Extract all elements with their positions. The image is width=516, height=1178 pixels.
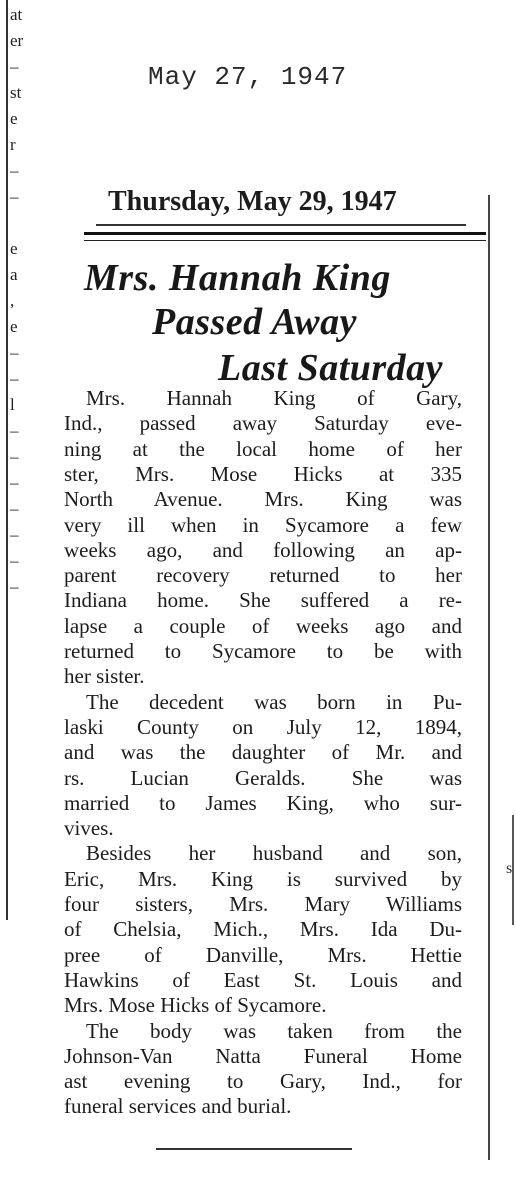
typed-date: May 27, 1947	[148, 62, 348, 92]
article-line: parent recovery returned to her	[64, 563, 462, 587]
fragment-line: –	[10, 161, 19, 180]
fragment-line: –	[10, 499, 19, 518]
article-line: Eric, Mrs. King is survived by	[64, 867, 462, 891]
fragment-line: –	[10, 421, 19, 440]
dateline-underline	[96, 224, 466, 226]
article-line: Mrs. Mose Hicks of Sycamore.	[64, 993, 327, 1017]
fragment-line: –	[10, 57, 19, 76]
fragment-line: e	[10, 239, 18, 258]
article-line: returned to Sycamore to be with	[64, 639, 462, 663]
article-line: ster, Mrs. Mose Hicks at 335	[64, 462, 462, 486]
article-line: married to James King, who sur-	[64, 791, 462, 815]
fragment-line: –	[10, 369, 19, 388]
article-line: Johnson-Van Natta Funeral Home	[64, 1044, 462, 1068]
article-line: lapse a couple of weeks ago and	[64, 614, 462, 638]
fragment-line: st	[10, 83, 22, 102]
article-line: and was the daughter of Mr. and	[64, 740, 462, 764]
fragment-line: a	[10, 265, 18, 284]
fragment-line: –	[10, 447, 19, 466]
article-line: pree of Danville, Mrs. Hettie	[64, 943, 462, 967]
article-line: very ill when in Sycamore a few	[64, 513, 462, 537]
article-line: her sister.	[64, 664, 145, 688]
end-rule	[156, 1148, 352, 1150]
article-line: Mrs. Hannah King of Gary,	[86, 386, 462, 410]
fragment-line	[10, 210, 26, 236]
headline-line-2: Passed Away	[152, 301, 357, 343]
article-line: weeks ago, and following an ap-	[64, 538, 462, 562]
far-right-rule	[512, 815, 514, 925]
article-line: laski County on July 12, 1894,	[64, 715, 462, 739]
fragment-line: ,	[10, 291, 15, 310]
article-line: of Chelsia, Mich., Mrs. Ida Du-	[64, 917, 462, 941]
fragment-line: e	[10, 109, 18, 128]
left-column-rule	[6, 0, 8, 920]
dateline: Thursday, May 29, 1947	[108, 186, 397, 217]
article-line: North Avenue. Mrs. King was	[64, 487, 462, 511]
right-column-rule	[488, 195, 490, 1160]
article-line: rs. Lucian Geralds. She was	[64, 766, 462, 790]
fragment-line: l	[10, 395, 15, 414]
headline-line-3: Last Saturday	[218, 347, 444, 389]
article-line: Ind., passed away Saturday eve-	[64, 411, 462, 435]
fragment-line: er	[10, 31, 24, 50]
article-line: ast evening to Gary, Ind., for	[64, 1069, 462, 1093]
right-column-fragment: s	[506, 860, 513, 877]
article-line: funeral services and burial.	[64, 1094, 292, 1118]
fragment-line: –	[10, 187, 19, 206]
article-line: Indiana home. She suffered a re-	[64, 588, 462, 612]
fragment-line: e	[10, 317, 18, 336]
article-line: four sisters, Mrs. Mary Williams	[64, 892, 462, 916]
masthead-rule-thick	[84, 232, 486, 235]
fragment-line: –	[10, 525, 19, 544]
article-line: The decedent was born in Pu-	[86, 690, 462, 714]
article-line: Besides her husband and son,	[86, 841, 462, 865]
article-line: vives.	[64, 816, 114, 840]
fragment-line: –	[10, 473, 19, 492]
article-line: The body was taken from the	[86, 1019, 462, 1043]
fragment-line: –	[10, 577, 19, 596]
article-line: ning at the local home of her	[64, 437, 462, 461]
fragment-line: at	[10, 5, 23, 24]
masthead-rule-thin	[84, 240, 486, 241]
article-line: Hawkins of East St. Louis and	[64, 968, 462, 992]
fragment-line: –	[10, 343, 19, 362]
fragment-line: –	[10, 551, 19, 570]
adjacent-column-fragments	[10, 2, 26, 600]
fragment-line: r	[10, 135, 16, 154]
headline-line-1: Mrs. Hannah King	[84, 257, 391, 299]
